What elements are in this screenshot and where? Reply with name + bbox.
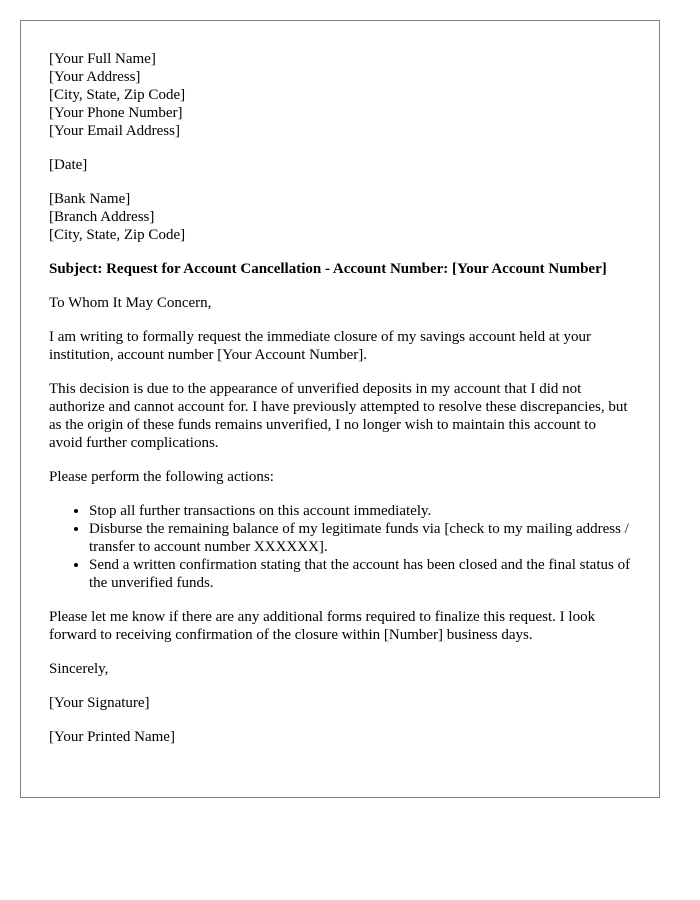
signature: [Your Signature]: [49, 695, 150, 711]
sender-name: [Your Full Name]: [49, 51, 156, 67]
printed-name: [Your Printed Name]: [49, 729, 175, 745]
recipient-bank-name: [Bank Name]: [49, 191, 131, 207]
salutation: To Whom It May Concern,: [49, 295, 212, 311]
signoff-closing: Sincerely,: [49, 661, 109, 677]
paragraph-closing: Please let me know if there are any additional forms required to finalize this request. I look forward to receiving confirmation of the closure within [Number] business days.: [49, 609, 596, 643]
list-item: • Stop all further transactions on this account immediately.: [89, 502, 631, 520]
list-item: • Send a written confirmation stating that the account has been closed and the final status of the unverified funds.: [89, 556, 631, 592]
letter-page: [20, 20, 660, 798]
letter-date: [Date]: [49, 157, 88, 173]
recipient-branch-address: [Branch Address]: [49, 209, 155, 225]
recipient-block: [49, 190, 631, 244]
list-item: • Disburse the remaining balance of my legitimate funds via [check to my mailing address / transfer to account number XXXXXX].: [89, 520, 631, 556]
sender-address: [Your Address]: [49, 69, 141, 85]
paragraph-reason: This decision is due to the appearance of unverified deposits in my account that I did not authorize and cannot account for. I have previously attempted to resolve these discrepancies, but as the origin of these funds remains unverified, I no longer wish to maintain this account to avoid further complications.: [49, 381, 628, 451]
recipient-city-state-zip: [City, State, Zip Code]: [49, 227, 186, 243]
actions-list: [49, 502, 631, 592]
sender-block: [49, 50, 631, 140]
letter-subject: Subject: Request for Account Cancellation - Account Number: [Your Account Number]: [49, 261, 607, 277]
sender-phone: [Your Phone Number]: [49, 105, 183, 121]
sender-email: [Your Email Address]: [49, 123, 180, 139]
sender-city-state-zip: [City, State, Zip Code]: [49, 87, 186, 103]
paragraph-intro: I am writing to formally request the immediate closure of my savings account held at your institution, account number [Your Account Number].: [49, 329, 591, 363]
paragraph-actions-intro: Please perform the following actions:: [49, 469, 274, 485]
